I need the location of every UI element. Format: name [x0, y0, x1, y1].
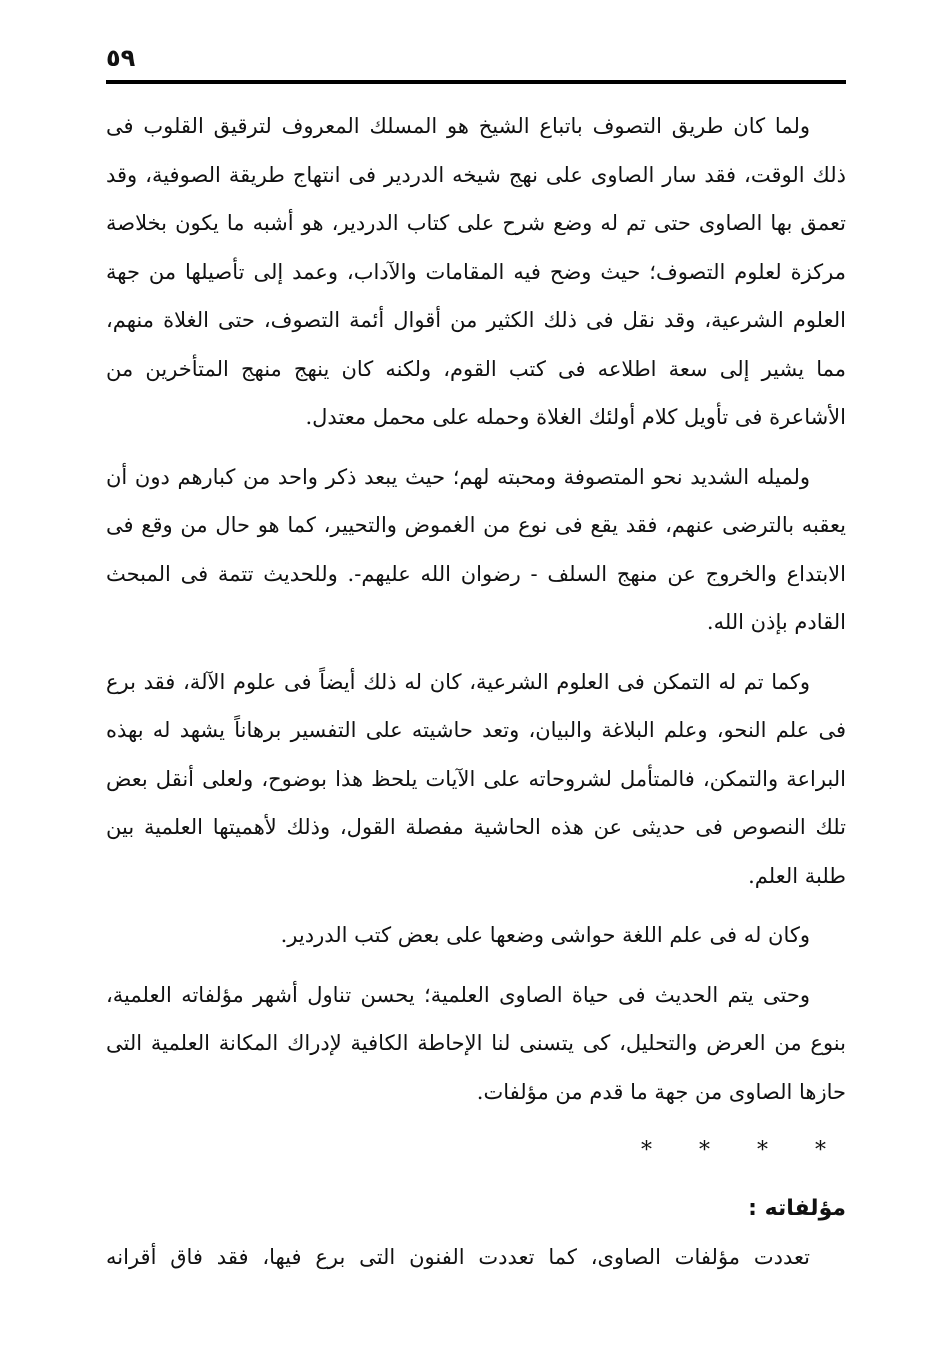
page-header [106, 40, 846, 84]
header-rule [106, 80, 846, 84]
section-heading: مؤلفاته : [748, 1196, 846, 1221]
paragraph-instrumental-sciences: وكما تم له التمكن فى العلوم الشرعية، كان له ذلك أيضاً فى علوم الآلة، فقد برع فى علم النحو، وعلم البلاغة والبيان، وتعد حاشيته على التفسير برهاناً يشهد له بهذه البراعة والتمكن، فالمتأمل لشروحاته على الآيات يلحظ هذا بوضوح، ولعلى أنقل بعض تلك النصوص فى حديثى عن هذه الحاشية مفصلة القول، وذلك لأهميتها العلمية بين طلبة العلم. [106, 669, 846, 888]
body-text [106, 102, 846, 1293]
paragraph-works-intro: تعددت مؤلفات الصاوى، كما تعددت الفنون التى برع فيها، فقد فاق أقرانه [106, 1245, 810, 1269]
section-separator: * * * * [641, 1138, 846, 1163]
page-number: ٥٩ [106, 44, 136, 72]
paragraph-sufism-path: ولما كان طريق التصوف باتباع الشيخ هو المسلك المعروف لترقيق القلوب فى ذلك الوقت، فقد سار الصاوى على نهج شيخه الدردير فى انتهاج طريقة الصوفية، وقد تعمق بها الصاوى حتى تم له وضع شرح على كتاب الدردير، هو أشبه ما يكون بخلاصة مركزة لعلوم التصوف؛ حيث وضح فيه المقامات والآداب، وعمد إلى تأصيلها من جهة العلوم الشرعية، وقد نقل فى ذلك الكثير من أقوال أئمة التصوف، حتى الغلاة منهم، مما يشير إلى سعة اطلاعه فى كتب القوم، ولكنه كان ينهج منهج المتأخرين من الأشاعرة فى تأويل كلام أولئك الغلاة وحمله على محمل معتدل. [106, 114, 846, 429]
paragraph-transition-works: وحتى يتم الحديث فى حياة الصاوى العلمية؛ يحسن تناول أشهر مؤلفاته العلمية، بنوع من العرض والتحليل، كى يتسنى لنا الإحاطة الكافية لإدراك المكانة العلمية التى حازها الصاوى من جهة ما قدم من مؤلفات. [106, 982, 846, 1104]
paragraph-inclination-sufis: ولميله الشديد نحو المتصوفة ومحبته لهم؛ حيث يبعد ذكر واحد من كبارهم دون أن يعقبه بالترضى عنهم، فقد يقع فى نوع من الغموض والتحيير، كما هو حال من وقع فى الابتداع والخروج عن منهج السلف - رضوان الله عليهم-. وللحديث تتمة فى المبحث القادم بإذن الله. [106, 464, 846, 634]
paragraph-language-glosses: وكان له فى علم اللغة حواشى وضعها على بعض كتب الدردير. [280, 923, 810, 947]
